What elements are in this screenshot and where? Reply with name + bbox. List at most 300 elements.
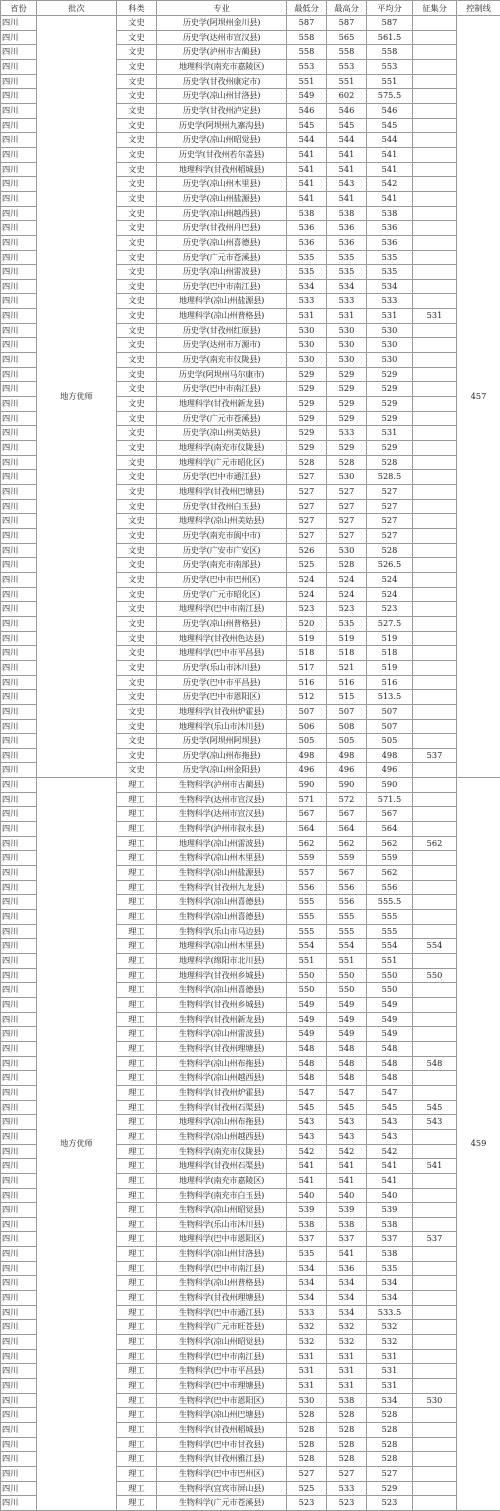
cell-avg-score: 528 [367, 1437, 413, 1452]
cell-province: 四川 [1, 1100, 37, 1115]
cell-collect-score [413, 543, 457, 558]
cell-max-score: 541 [327, 1159, 367, 1174]
cell-province: 四川 [1, 309, 37, 324]
cell-province: 四川 [1, 572, 37, 587]
cell-subject: 文史 [117, 367, 157, 382]
cell-min-score: 549 [287, 89, 327, 104]
cell-subject: 文史 [117, 748, 157, 763]
cell-province: 四川 [1, 353, 37, 368]
cell-major: 生物科学(凉山州木里县) [157, 851, 287, 866]
cell-province: 四川 [1, 1452, 37, 1467]
cell-major: 生物科学(巴中市通江县) [157, 1305, 287, 1320]
cell-subject: 文史 [117, 74, 157, 89]
cell-max-score: 519 [327, 631, 367, 646]
header-province: 省份 [1, 1, 37, 16]
cell-collect-score [413, 323, 457, 338]
cell-avg-score: 533.5 [367, 1305, 413, 1320]
cell-province: 四川 [1, 1056, 37, 1071]
cell-collect-score [413, 1364, 457, 1379]
cell-subject: 文史 [117, 250, 157, 265]
cell-max-score: 533 [327, 1481, 367, 1496]
cell-collect-score: 541 [413, 1159, 457, 1174]
cell-collect-score [413, 382, 457, 397]
cell-collect-score [413, 206, 457, 221]
cell-min-score: 564 [287, 822, 327, 837]
cell-collect-score [413, 1217, 457, 1232]
cell-collect-score [413, 1437, 457, 1452]
cell-collect-score [413, 1320, 457, 1335]
cell-major: 历史学(凉山州喜德县) [157, 235, 287, 250]
cell-max-score: 553 [327, 59, 367, 74]
cell-collect-score [413, 910, 457, 925]
cell-collect-score [413, 778, 457, 793]
cell-subject: 文史 [117, 734, 157, 749]
cell-major: 历史学(甘孜州康定市) [157, 74, 287, 89]
cell-min-score: 527 [287, 470, 327, 485]
cell-major: 历史学(凉山州布拖县) [157, 748, 287, 763]
header-max-score: 最高分 [327, 1, 367, 16]
cell-min-score: 535 [287, 250, 327, 265]
cell-major: 历史学(甘孜州若尔盖县) [157, 147, 287, 162]
cell-avg-score: 524 [367, 587, 413, 602]
cell-min-score: 534 [287, 279, 327, 294]
cell-collect-score [413, 572, 457, 587]
cell-avg-score: 538 [367, 1247, 413, 1262]
cell-avg-score: 543 [367, 1115, 413, 1130]
cell-min-score: 553 [287, 59, 327, 74]
cell-subject: 理工 [117, 1129, 157, 1144]
cell-subject: 理工 [117, 880, 157, 895]
cell-collect-score: 548 [413, 1056, 457, 1071]
cell-min-score: 534 [287, 1261, 327, 1276]
cell-province: 四川 [1, 631, 37, 646]
cell-collect-score [413, 1188, 457, 1203]
cell-min-score: 544 [287, 133, 327, 148]
cell-collect-score [413, 162, 457, 177]
cell-collect-score [413, 587, 457, 602]
cell-major: 生物科学(甘孜州石渠县) [157, 1100, 287, 1115]
cell-major: 生物科学(泸州市叙永县) [157, 822, 287, 837]
cell-max-score: 549 [327, 997, 367, 1012]
cell-collect-score [413, 455, 457, 470]
cell-collect-score [413, 1423, 457, 1438]
cell-min-score: 534 [287, 1276, 327, 1291]
cell-major: 地理科学(甘孜州巴塘县) [157, 485, 287, 500]
cell-avg-score: 571.5 [367, 792, 413, 807]
cell-min-score: 535 [287, 265, 327, 280]
cell-avg-score: 507 [367, 704, 413, 719]
cell-collect-score: 550 [413, 968, 457, 983]
cell-collect-score [413, 411, 457, 426]
cell-major: 生物科学(达州市宣汉县) [157, 807, 287, 822]
cell-subject: 理工 [117, 924, 157, 939]
cell-major: 生物科学(甘孜州稻城县) [157, 1423, 287, 1438]
cell-major: 生物科学(甘孜州理塘县) [157, 1041, 287, 1056]
cell-min-score: 538 [287, 1217, 327, 1232]
cell-avg-score: 496 [367, 763, 413, 778]
cell-collect-score [413, 646, 457, 661]
cell-avg-score: 528 [367, 1452, 413, 1467]
cell-min-score: 547 [287, 1085, 327, 1100]
cell-min-score: 551 [287, 74, 327, 89]
cell-subject: 理工 [117, 1423, 157, 1438]
cell-min-score: 541 [287, 1159, 327, 1174]
cell-subject: 理工 [117, 997, 157, 1012]
cell-avg-score: 535 [367, 1261, 413, 1276]
cell-max-score: 528 [327, 1423, 367, 1438]
cell-min-score: 527 [287, 499, 327, 514]
cell-avg-score: 529 [367, 441, 413, 456]
cell-major: 地理科学(凉山州美姑县) [157, 514, 287, 529]
cell-min-score: 545 [287, 118, 327, 133]
cell-major: 生物科学(泸州市古蔺县) [157, 778, 287, 793]
cell-collect-score [413, 1203, 457, 1218]
cell-min-score: 532 [287, 1320, 327, 1335]
cell-collect-score [413, 807, 457, 822]
cell-collect-score [413, 1452, 457, 1467]
cell-major: 地理科学(凉山州布拖县) [157, 1115, 287, 1130]
cell-subject: 文史 [117, 602, 157, 617]
cell-max-score: 556 [327, 895, 367, 910]
header-batch: 批次 [37, 1, 117, 16]
cell-avg-score: 527 [367, 528, 413, 543]
cell-collect-score [413, 118, 457, 133]
cell-subject: 文史 [117, 558, 157, 573]
cell-avg-score: 523 [367, 1496, 413, 1511]
cell-avg-score: 545 [367, 118, 413, 133]
cell-avg-score: 516 [367, 675, 413, 690]
cell-province: 四川 [1, 1217, 37, 1232]
cell-max-score: 516 [327, 675, 367, 690]
cell-subject: 理工 [117, 1408, 157, 1423]
cell-subject: 文史 [117, 426, 157, 441]
cell-avg-score: 540 [367, 1188, 413, 1203]
cell-avg-score: 523 [367, 602, 413, 617]
cell-avg-score: 555.5 [367, 895, 413, 910]
cell-collect-score [413, 265, 457, 280]
cell-province: 四川 [1, 16, 37, 31]
cell-major: 历史学(巴中市恩阳区) [157, 690, 287, 705]
table-body [1, 16, 500, 1511]
cell-avg-score: 553 [367, 59, 413, 74]
cell-avg-score: 536 [367, 221, 413, 236]
cell-collect-score [413, 426, 457, 441]
cell-avg-score: 527 [367, 514, 413, 529]
cell-province: 四川 [1, 1203, 37, 1218]
cell-avg-score: 562 [367, 836, 413, 851]
cell-subject: 文史 [117, 45, 157, 60]
cell-subject: 理工 [117, 1437, 157, 1452]
cell-major: 历史学(凉山州越西县) [157, 206, 287, 221]
cell-max-score: 541 [327, 1247, 367, 1262]
cell-major: 历史学(广元市苍溪县) [157, 411, 287, 426]
cell-subject: 理工 [117, 1276, 157, 1291]
cell-collect-score [413, 514, 457, 529]
cell-collect-score [413, 602, 457, 617]
cell-province: 四川 [1, 235, 37, 250]
cell-major: 生物科学(巴中市平昌县) [157, 1364, 287, 1379]
cell-province: 四川 [1, 983, 37, 998]
cell-min-score: 528 [287, 1408, 327, 1423]
cell-max-score: 531 [327, 1379, 367, 1394]
cell-subject: 理工 [117, 1056, 157, 1071]
cell-subject: 文史 [117, 30, 157, 45]
cell-min-score: 541 [287, 147, 327, 162]
cell-min-score: 558 [287, 30, 327, 45]
cell-min-score: 562 [287, 836, 327, 851]
cell-avg-score: 550 [367, 983, 413, 998]
cell-collect-score: 543 [413, 1115, 457, 1130]
cell-max-score: 532 [327, 1335, 367, 1350]
cell-major: 生物科学(巴中市恩阳区) [157, 1393, 287, 1408]
cell-min-score: 525 [287, 1481, 327, 1496]
cell-subject: 理工 [117, 1217, 157, 1232]
cell-major: 历史学(甘孜州红原县) [157, 323, 287, 338]
cell-max-score: 533 [327, 294, 367, 309]
cell-subject: 理工 [117, 1481, 157, 1496]
cell-avg-score: 527.5 [367, 616, 413, 631]
cell-collect-score [413, 250, 457, 265]
cell-province: 四川 [1, 1115, 37, 1130]
cell-subject: 文史 [117, 206, 157, 221]
cell-major: 历史学(凉山州雷波县) [157, 265, 287, 280]
cell-max-score: 555 [327, 910, 367, 925]
cell-avg-score: 533 [367, 294, 413, 309]
cell-subject: 理工 [117, 1188, 157, 1203]
cell-subject: 理工 [117, 836, 157, 851]
cell-avg-score: 524 [367, 572, 413, 587]
cell-subject: 文史 [117, 103, 157, 118]
cell-min-score: 546 [287, 103, 327, 118]
cell-avg-score: 547 [367, 1085, 413, 1100]
cell-major: 历史学(凉山州美姑县) [157, 426, 287, 441]
cell-min-score: 540 [287, 1188, 327, 1203]
cell-collect-score [413, 485, 457, 500]
cell-subject: 文史 [117, 690, 157, 705]
cell-major: 生物科学(凉山州雷波县) [157, 1027, 287, 1042]
cell-collect-score: 531 [413, 309, 457, 324]
cell-subject: 文史 [117, 323, 157, 338]
cell-collect-score [413, 690, 457, 705]
cell-avg-score: 507 [367, 719, 413, 734]
cell-avg-score: 531 [367, 426, 413, 441]
cell-collect-score [413, 924, 457, 939]
cell-province: 四川 [1, 133, 37, 148]
cell-subject: 理工 [117, 968, 157, 983]
cell-subject: 理工 [117, 1393, 157, 1408]
cell-collect-score: 537 [413, 748, 457, 763]
cell-avg-score: 536 [367, 235, 413, 250]
cell-major: 历史学(巴中市平昌县) [157, 675, 287, 690]
cell-min-score: 555 [287, 895, 327, 910]
cell-subject: 文史 [117, 631, 157, 646]
cell-avg-score: 541 [367, 147, 413, 162]
cell-max-score: 537 [327, 1232, 367, 1247]
cell-min-score: 571 [287, 792, 327, 807]
cell-max-score: 529 [327, 367, 367, 382]
cell-province: 四川 [1, 602, 37, 617]
cell-province: 四川 [1, 455, 37, 470]
cell-avg-score: 550 [367, 968, 413, 983]
cell-subject: 文史 [117, 59, 157, 74]
cell-min-score: 529 [287, 367, 327, 382]
cell-max-score: 562 [327, 836, 367, 851]
cell-avg-score: 505 [367, 734, 413, 749]
cell-province: 四川 [1, 1144, 37, 1159]
cell-avg-score: 526.5 [367, 558, 413, 573]
cell-subject: 文史 [117, 543, 157, 558]
cell-max-score: 551 [327, 954, 367, 969]
cell-min-score: 541 [287, 191, 327, 206]
cell-province: 四川 [1, 470, 37, 485]
cell-province: 四川 [1, 294, 37, 309]
cell-subject: 理工 [117, 1247, 157, 1262]
cell-min-score: 525 [287, 558, 327, 573]
cell-max-score: 555 [327, 924, 367, 939]
cell-avg-score: 527 [367, 499, 413, 514]
cell-min-score: 537 [287, 1232, 327, 1247]
cell-avg-score: 538 [367, 1217, 413, 1232]
cell-province: 四川 [1, 514, 37, 529]
cell-province: 四川 [1, 1188, 37, 1203]
cell-collect-score: 537 [413, 1232, 457, 1247]
cell-max-score: 564 [327, 822, 367, 837]
cell-min-score: 543 [287, 1115, 327, 1130]
cell-min-score: 590 [287, 778, 327, 793]
cell-province: 四川 [1, 1247, 37, 1262]
cell-province: 四川 [1, 954, 37, 969]
cell-collect-score [413, 294, 457, 309]
cell-max-score: 542 [327, 1144, 367, 1159]
cell-avg-score: 530 [367, 353, 413, 368]
cell-major: 生物科学(凉山州喜德县) [157, 983, 287, 998]
cell-major: 地理科学(巴中市恩阳区) [157, 1232, 287, 1247]
cell-collect-score [413, 1408, 457, 1423]
cell-subject: 理工 [117, 939, 157, 954]
cell-province: 四川 [1, 1085, 37, 1100]
cell-min-score: 538 [287, 206, 327, 221]
header-avg-score: 平均分 [367, 1, 413, 16]
cell-collect-score [413, 30, 457, 45]
cell-min-score: 557 [287, 866, 327, 881]
cell-major: 历史学(甘孜州白玉县) [157, 499, 287, 514]
cell-max-score: 538 [327, 206, 367, 221]
cell-major: 历史学(凉山州普格县) [157, 616, 287, 631]
cell-province: 四川 [1, 162, 37, 177]
cell-max-score: 507 [327, 704, 367, 719]
cell-subject: 理工 [117, 1144, 157, 1159]
cell-max-score: 559 [327, 851, 367, 866]
cell-max-score: 546 [327, 103, 367, 118]
cell-major: 生物科学(甘孜州乡城县) [157, 997, 287, 1012]
cell-avg-score: 548 [367, 1071, 413, 1086]
cell-province: 四川 [1, 866, 37, 881]
cell-max-score: 529 [327, 441, 367, 456]
cell-province: 四川 [1, 191, 37, 206]
cell-province: 四川 [1, 836, 37, 851]
cell-collect-score [413, 734, 457, 749]
cell-avg-score: 542 [367, 177, 413, 192]
cell-min-score: 527 [287, 528, 327, 543]
cell-collect-score [413, 367, 457, 382]
cell-major: 历史学(南充市仪陇县) [157, 353, 287, 368]
cell-avg-score: 556 [367, 880, 413, 895]
cell-subject: 理工 [117, 851, 157, 866]
cell-province: 四川 [1, 1261, 37, 1276]
cell-subject: 理工 [117, 1027, 157, 1042]
header-major: 专业 [157, 1, 287, 16]
cell-collect-score [413, 880, 457, 895]
cell-avg-score: 538 [367, 206, 413, 221]
cell-major: 地理科学(甘孜州稻城县) [157, 162, 287, 177]
cell-subject: 文史 [117, 660, 157, 675]
cell-max-score: 505 [327, 734, 367, 749]
cell-major: 生物科学(凉山州盐源县) [157, 866, 287, 881]
cell-max-score: 532 [327, 1320, 367, 1335]
cell-max-score: 558 [327, 45, 367, 60]
cell-collect-score [413, 1305, 457, 1320]
cell-major: 生物科学(甘孜州理塘县) [157, 1291, 287, 1306]
cell-min-score: 531 [287, 1349, 327, 1364]
cell-min-score: 539 [287, 1203, 327, 1218]
cell-min-score: 530 [287, 323, 327, 338]
cell-major: 地理科学(甘孜州新龙县) [157, 397, 287, 412]
cell-collect-score [413, 1291, 457, 1306]
cell-province: 四川 [1, 1423, 37, 1438]
cell-major: 历史学(巴中市通江县) [157, 470, 287, 485]
cell-subject: 理工 [117, 778, 157, 793]
cell-batch: 地方优师 [37, 778, 117, 1511]
cell-avg-score: 555 [367, 924, 413, 939]
cell-subject: 文史 [117, 587, 157, 602]
cell-collect-score [413, 16, 457, 31]
cell-max-score: 524 [327, 572, 367, 587]
cell-province: 四川 [1, 1159, 37, 1174]
cell-min-score: 528 [287, 1423, 327, 1438]
cell-subject: 文史 [117, 499, 157, 514]
cell-subject: 理工 [117, 1320, 157, 1335]
cell-province: 四川 [1, 1129, 37, 1144]
cell-min-score: 587 [287, 16, 327, 31]
cell-max-score: 545 [327, 118, 367, 133]
cell-province: 四川 [1, 690, 37, 705]
cell-avg-score: 513.5 [367, 690, 413, 705]
cell-min-score: 527 [287, 485, 327, 500]
cell-min-score: 548 [287, 1056, 327, 1071]
cell-subject: 理工 [117, 1159, 157, 1174]
cell-major: 历史学(凉山州盐源县) [157, 191, 287, 206]
cell-min-score: 548 [287, 1041, 327, 1056]
cell-province: 四川 [1, 660, 37, 675]
cell-province: 四川 [1, 748, 37, 763]
cell-min-score: 532 [287, 1335, 327, 1350]
header-control-line: 控制线 [457, 1, 500, 16]
cell-major: 生物科学(甘孜州炉霍县) [157, 1085, 287, 1100]
cell-min-score: 529 [287, 441, 327, 456]
cell-province: 四川 [1, 792, 37, 807]
cell-major: 历史学(广元市苍溪县) [157, 250, 287, 265]
cell-max-score: 530 [327, 353, 367, 368]
cell-province: 四川 [1, 1291, 37, 1306]
cell-subject: 理工 [117, 1041, 157, 1056]
cell-min-score: 516 [287, 675, 327, 690]
cell-major: 历史学(南充市阆中市) [157, 528, 287, 543]
cell-province: 四川 [1, 807, 37, 822]
cell-province: 四川 [1, 1320, 37, 1335]
cell-collect-score [413, 631, 457, 646]
cell-subject: 理工 [117, 1379, 157, 1394]
cell-max-score: 530 [327, 338, 367, 353]
